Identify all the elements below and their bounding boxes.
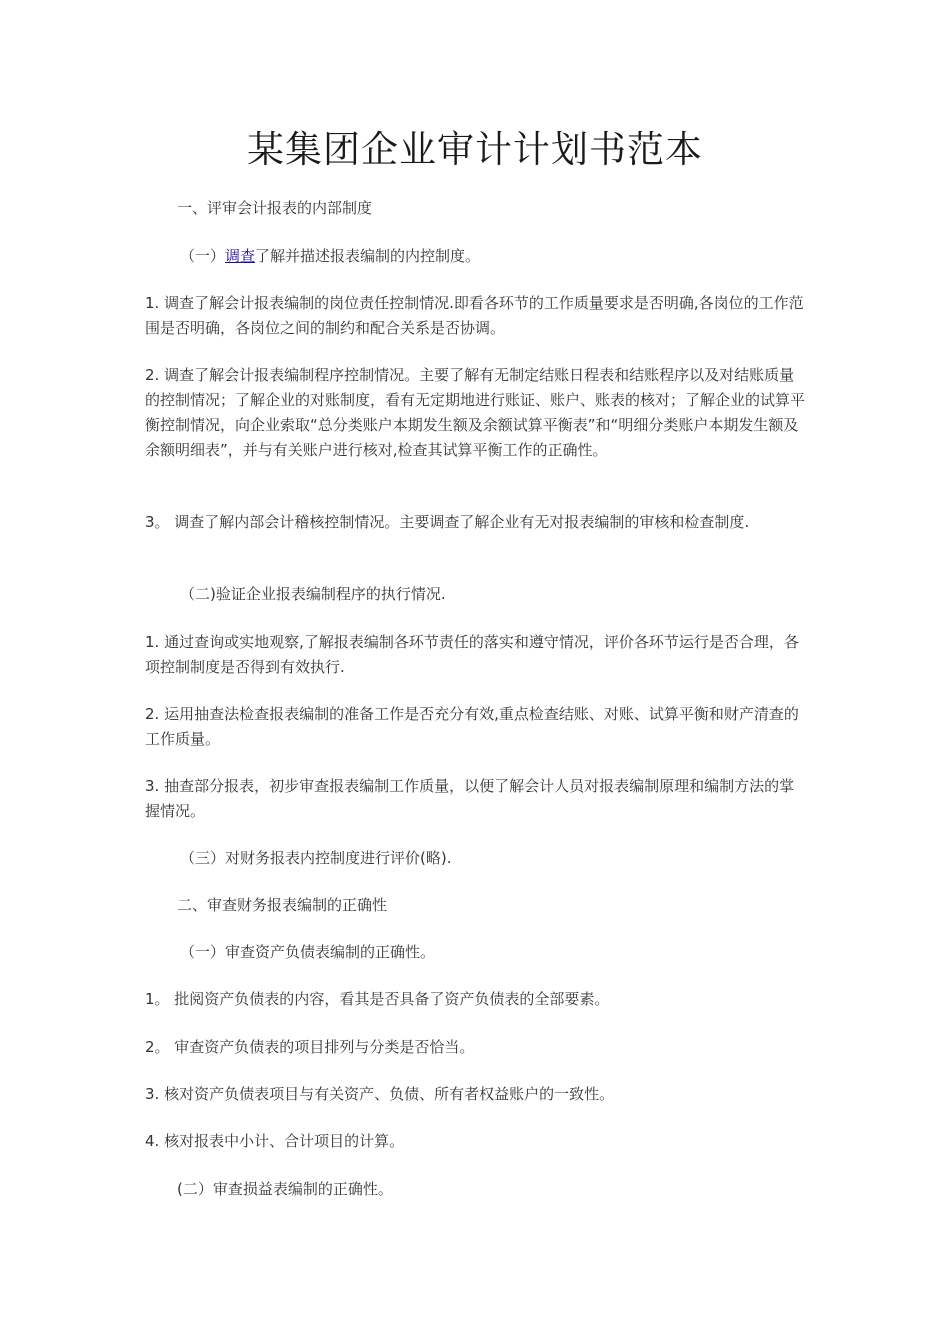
section-heading-2: 二、审查财务报表编制的正确性 [177, 896, 388, 914]
investigate-link[interactable]: 调查 [225, 247, 256, 265]
subsection-suffix: 了解并描述报表编制的内控制度。 [255, 247, 481, 265]
subsection-heading-1-3: （三）对财务报表内控制度进行评价(略). [180, 849, 452, 867]
subsection-heading-2-1: （一）审查资产负债表编制的正确性。 [180, 943, 436, 961]
list-item-1-1-1: 1. 调查了解会计报表编制的岗位责任控制情况.即看各环节的工作质量要求是否明确,各岗位的工作范围是否明确，各岗位之间的制约和配合关系是否协调。 [145, 294, 804, 337]
subsection-heading-1-2: （二)验证企业报表编制程序的执行情况. [180, 585, 446, 603]
list-item-1-2-3: 3. 抽查部分报表，初步审查报表编制工作质量，以便了解会计人员对报表编制原理和编制方法的掌握情况。 [145, 777, 795, 820]
subsection-heading-2-2: (二）审查损益表编制的正确性。 [177, 1180, 393, 1198]
list-item-1-2-1: 1. 通过查询或实地观察,了解报表编制各环节责任的落实和遵守情况，评价各环节运行是否合理，各项控制制度是否得到有效执行. [145, 633, 799, 676]
document-title: 某集团企业审计计划书范本 [247, 128, 703, 171]
list-item-2-1-1: 1。 批阅资产负债表的内容，看其是否具备了资产负债表的全部要素。 [145, 990, 610, 1008]
list-item-2-1-4: 4. 核对报表中小计、合计项目的计算。 [145, 1132, 405, 1150]
list-item-1-2-2: 2. 运用抽查法检查报表编制的准备工作是否充分有效,重点检查结账、对账、试算平衡和财产清查的工作质量。 [145, 705, 799, 748]
subsection-prefix: （一） [180, 247, 226, 265]
list-item-1-1-3: 3。 调查了解内部会计稽核控制情况。主要调查了解企业有无对报表编制的审核和检查制度. [145, 513, 750, 531]
list-item-1-1-2: 2. 调查了解会计报表编制程序控制情况。主要了解有无制定结账日程表和结账程序以及对结账质量的控制情况；了解企业的对账制度，看有无定期地进行账证、账户、账表的核对；了解企业的试算平衡控制情况，向企业索取“总分类账户本期发生额及余额试算平衡表”和“明细分类账户本期发生额及余额明细表”，并与有关账户进行核对,检查其试算平衡工作的正确性。 [145, 366, 806, 459]
list-item-2-1-3: 3. 核对资产负债表项目与有关资产、负债、所有者权益账户的一致性。 [145, 1085, 615, 1103]
list-item-2-1-2: 2。 审查资产负债表的项目排列与分类是否恰当。 [145, 1038, 475, 1056]
subsection-heading-1-1 [180, 244, 807, 269]
section-heading-1: 一、评审会计报表的内部制度 [177, 199, 373, 217]
